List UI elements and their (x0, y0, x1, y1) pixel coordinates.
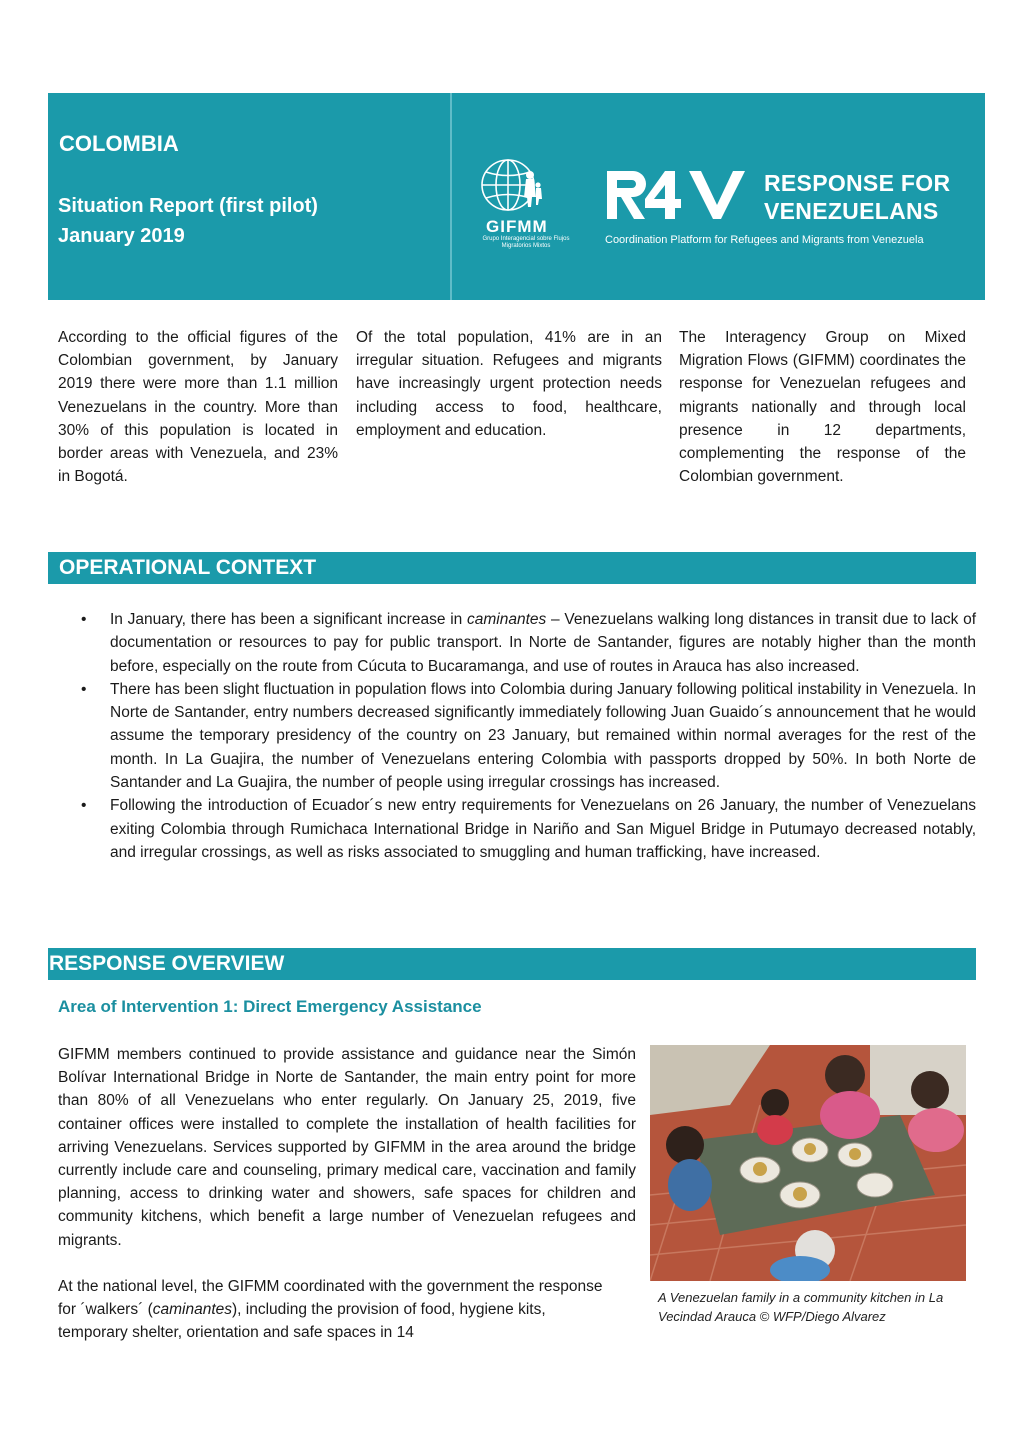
r4v-logo-mark (605, 165, 753, 225)
country-title: COLOMBIA (59, 131, 179, 156)
report-header-banner (48, 93, 985, 300)
response-overview-heading: RESPONSE OVERVIEW (48, 948, 976, 980)
report-date: January 2019 (58, 225, 185, 247)
response-paragraph-2 (58, 1275, 618, 1345)
intro-column-2: Of the total population, 41% are in an irregular situation. Refugees and migrants have increasingly urgent protection needs including access to food, healthcare, employment and education. (356, 329, 662, 439)
intro-column-3: The Interagency Group on Mixed Migration Flows (GIFMM) coordinates the response for Venezuelan refugees and migrants nationally and through local presence in 12 departments, complementing the response of the Colombian government. (679, 329, 966, 486)
bullet-emphasis: caminantes (467, 611, 547, 628)
r4v-title-line1: RESPONSE FOR (764, 170, 951, 196)
bullet-icon: • (81, 797, 87, 815)
para2-text-before: At the national level, the GIFMM coordinated with the government the response for ´walkers´ ( (58, 1278, 603, 1319)
intro-column-1: According to the official figures of the Colombian government, by January 2019 there were more than 1.1 million Venezuelans in the country. More than 30% of this population is located in border areas with Venezuela, and 23% in Bogotá. (58, 329, 338, 486)
bullet-text-before: In January, there has been a significant increase in (110, 611, 468, 628)
para2-emphasis: caminantes (152, 1301, 232, 1319)
photo-caption: A Venezuelan family in a community kitchen in La Vecindad Arauca © WFP/Diego Alvarez (658, 1290, 944, 1324)
bullet-text: Following the introduction of Ecuador´s new entry requirements for Venezuelans on 26 January, the number of Venezuelans exiting Colombia through Rumichaca International Bridge in Nariño and San Miguel Bridge in Putumayo decreased notably, and irregular crossings, as well as risks associated to smuggling and human trafficking, have increased. (110, 797, 976, 861)
operational-context-list (81, 608, 976, 864)
bullet-icon: • (81, 611, 87, 628)
bullet-text-after: – Venezuelans walking long distances in transit due to lack of documentation or resources to pay for public transport. In Norte de Santander, figures are notably higher than the month before, especially on the route from Cúcuta to Bucaramanga, and use of routes in Arauca has also increased. (110, 611, 976, 675)
gifmm-logo-text: GIFMM (486, 217, 548, 236)
gifmm-logo-subtext: Grupo Interagencial sobre Flujos Migratorios Mixtos (482, 236, 570, 249)
operational-context-heading: OPERATIONAL CONTEXT (48, 552, 976, 584)
list-item (81, 794, 976, 864)
report-subtitle (58, 191, 318, 251)
community-kitchen-photo (650, 1045, 966, 1281)
list-item (81, 678, 976, 794)
r4v-title-line2: VENEZUELANS (764, 198, 939, 224)
bullet-text: There has been slight fluctuation in population flows into Colombia during January following political instability in Venezuela. In Norte de Santander, entry numbers decreased significantly immediately following Juan Guaido´s announcement that he would assume the temporary presidency of the country on 23 January, but remained within normal averages for the rest of the month. In La Guajira, the number of Venezuelans entering Colombia with passports dropped by 50%. In both Norte de Santander and La Guajira, the number of people using irregular crossings has increased. (110, 680, 976, 792)
area-of-intervention-title: Area of Intervention 1: Direct Emergency Assistance (58, 997, 482, 1016)
para2-text-after: ), including the provision of food, hygiene kits, temporary shelter, orientation and safe spaces in 14 (58, 1301, 546, 1342)
bullet-icon: • (81, 680, 87, 698)
header-divider (450, 93, 452, 300)
report-type: Situation Report (first pilot) (58, 195, 318, 217)
response-paragraph-1: GIFMM members continued to provide assistance and guidance near the Simón Bolívar International Bridge in Norte de Santander, the main entry point for more than 80% of all Venezuelans who enter regularly. On January 25, 2019, five container offices were installed to complete the installation of health facilities for arriving Venezuelans. Services supported by GIFMM in the area around the bridge currently include care and counseling, primary medical care, vaccination and family planning, access to drinking water and showers, safe spaces for children and community kitchens, which benefit a large number of Venezuelan refugees and migrants. (58, 1046, 636, 1249)
list-item (81, 608, 976, 678)
r4v-tagline: Coordination Platform for Refugees and Migrants from Venezuela (605, 234, 924, 246)
r4v-logo-title (764, 169, 950, 225)
